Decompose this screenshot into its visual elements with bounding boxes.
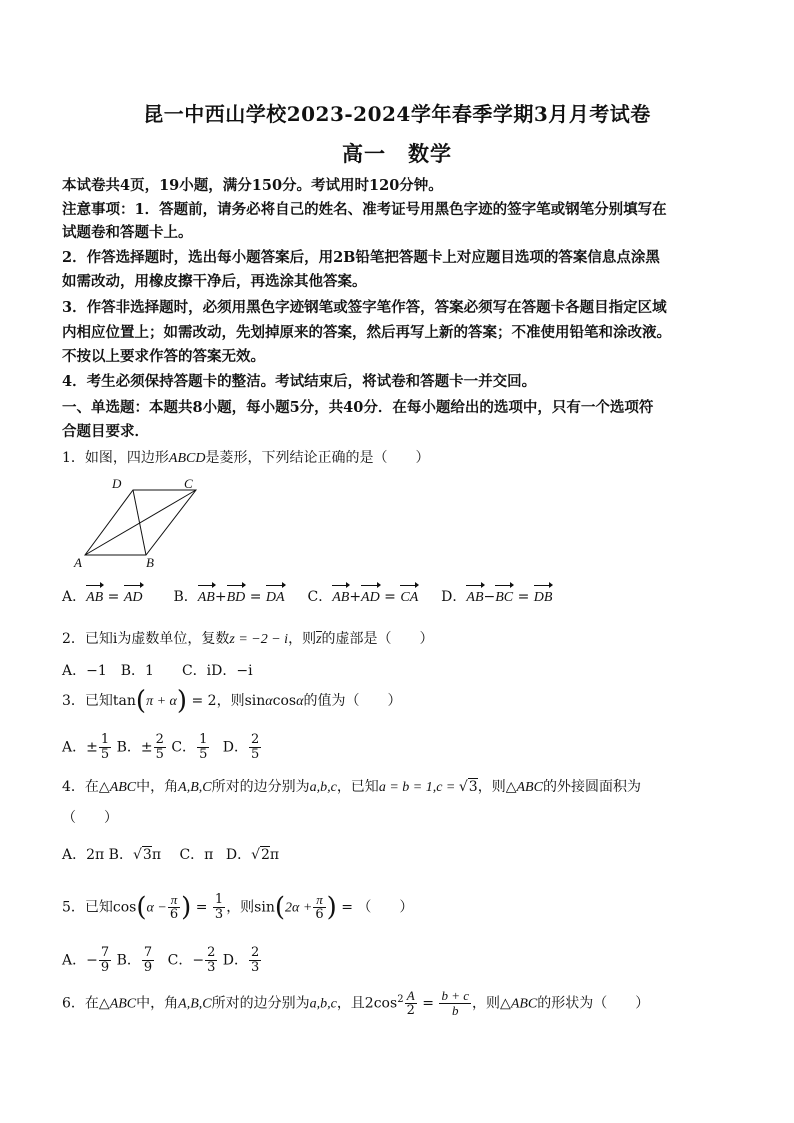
numerator: b + c <box>441 988 470 1003</box>
q6-text: 中，角 <box>136 995 179 1012</box>
q2-text: ，则 <box>288 631 317 647</box>
q5-expr: 2α + <box>285 900 313 916</box>
denominator: 2 <box>406 1003 415 1018</box>
notice-line: 不按以上要求作答的答案无效。 <box>62 348 265 365</box>
q6-text: = <box>417 995 439 1012</box>
denominator: 6 <box>169 907 179 922</box>
vector: AB <box>198 588 215 608</box>
denominator: 3 <box>207 960 216 975</box>
fraction <box>197 733 209 762</box>
question-6-stem <box>62 989 752 1018</box>
op: = <box>513 589 534 605</box>
question-2-options: A．−1 B．1 C．iD．−i <box>62 663 253 679</box>
numerator: 1 <box>214 892 224 907</box>
denominator: 9 <box>143 960 153 975</box>
intro-line: 本试卷共4页，19小题，满分150分。考试用时120分钟。 <box>62 177 443 194</box>
notice-line: 试题卷和答题卡上。 <box>62 224 193 241</box>
numerator: π <box>168 893 180 908</box>
q4-var: ABC <box>516 780 543 795</box>
vertex-label-b: B <box>146 555 154 570</box>
q3-text: 的值为（ ） <box>303 693 402 709</box>
q5-text: ，则sin <box>226 899 275 916</box>
q4-text: 的外接圆面积为 <box>542 779 641 795</box>
op: = <box>379 589 401 605</box>
vertex-label-d: D <box>112 476 122 491</box>
notice-line: 3．作答非选择题时，必须用黑色字迹钢笔或签字笔作答，答案必须写在答题卡各题目指定区域 <box>62 299 667 316</box>
q4-text: ，则△ <box>477 779 517 795</box>
op: + <box>214 589 227 605</box>
op: = <box>103 589 124 605</box>
q3-text: = 2 <box>187 693 217 709</box>
option-d: D． <box>225 847 252 863</box>
notice-line: 注意事项：1．答题前，请务必将自己的姓名、准考证号用黑色字迹的签字笔或钢笔分别填写在 <box>62 201 667 218</box>
question-4-stem <box>62 777 752 798</box>
notice-line: 如需改动，用橡皮擦干净后，再选涂其他答案。 <box>62 273 367 290</box>
q1-text: 是菱形，下列结论正确的是（ ） <box>205 450 430 466</box>
q5-text: 5．已知cos <box>62 899 137 916</box>
q6-var: a,b,c <box>309 996 337 1012</box>
paren: ) <box>176 686 188 716</box>
question-4-options <box>62 845 752 865</box>
q3-arg: π + α <box>146 694 177 709</box>
sqrt-content: 2 <box>261 847 270 863</box>
paren: ( <box>274 892 286 923</box>
numerator: 7 <box>100 945 110 960</box>
section-heading: 合题目要求． <box>62 423 149 440</box>
numerator: 7 <box>143 945 153 960</box>
q6-text: 所对的边分别为 <box>211 995 310 1012</box>
option-d: D． <box>222 952 249 969</box>
sqrt-sign: √ <box>251 847 260 863</box>
q4-var: ABC <box>109 780 137 795</box>
fraction <box>249 946 261 975</box>
notice-line: 2．作答选择题时，选出每小题答案后，用2B铅笔把答题卡上对应题目选项的答案信息点涂黑 <box>62 249 660 266</box>
q2-text: 2．已知i为虚数单位，复数 <box>62 631 230 647</box>
vector: DA <box>266 588 285 608</box>
vector: AB <box>466 588 483 608</box>
option-b: B． <box>173 589 198 605</box>
q6-text: ，且2cos <box>336 995 398 1012</box>
numerator: A <box>405 989 417 1004</box>
fraction <box>142 946 154 975</box>
question-4-paren: （ ） <box>62 810 118 826</box>
question-5-stem <box>62 893 752 922</box>
paren: ) <box>326 892 337 923</box>
option-c: C． <box>307 589 333 605</box>
option-d: D． <box>222 739 249 756</box>
option-a: A． <box>62 589 87 605</box>
option-a: A．2π <box>62 847 105 863</box>
q6-var: ABC <box>109 996 137 1012</box>
question-5-options <box>62 946 752 975</box>
vector: CA <box>400 588 418 608</box>
sqrt-content: 3 <box>468 779 478 795</box>
q3-alpha: α <box>265 694 273 709</box>
denominator: 5 <box>251 747 260 762</box>
q3-text: ，则sin <box>216 693 266 709</box>
q6-text: ，则△ <box>472 995 511 1012</box>
option-c: C．− <box>167 952 205 969</box>
vector: AB <box>86 588 103 608</box>
q5-text: = <box>191 899 212 916</box>
rhombus-figure <box>70 474 210 570</box>
vertex-label-c: C <box>184 476 193 491</box>
exponent: 2 <box>397 993 404 1005</box>
option-a: A．− <box>62 952 98 969</box>
op: = <box>245 589 266 605</box>
section-heading: 一、单选题：本题共8小题，每小题5分，共40分．在每小题给出的选项中，只有一个选项符 <box>62 399 654 416</box>
option-b: B． <box>108 847 133 863</box>
q4-cond: a = b = 1,c = <box>378 780 459 795</box>
q2-text: 的虚部是（ ） <box>321 631 434 647</box>
op: − <box>483 589 496 605</box>
question-3-options <box>62 733 752 762</box>
q6-var: ABC <box>510 996 538 1012</box>
vector: DB <box>534 588 553 608</box>
numerator: 2 <box>155 732 164 747</box>
exam-subtitle: 高一 数学 <box>342 141 452 166</box>
option-b: B． <box>116 952 141 969</box>
paren: ( <box>135 686 147 716</box>
paren: ( <box>136 892 147 923</box>
fraction <box>168 893 180 922</box>
sqrt-sign: √ <box>132 847 142 863</box>
q6-var: A,B,C <box>178 996 212 1012</box>
vertex-label-a: A <box>74 555 82 570</box>
numerator: 2 <box>207 945 216 960</box>
op: + <box>349 589 362 605</box>
fraction <box>405 989 417 1018</box>
question-3-stem <box>62 686 752 716</box>
vector: AB <box>332 588 349 608</box>
sqrt-content: 3 <box>142 847 152 863</box>
numerator: 1 <box>199 732 208 747</box>
option-c: C． <box>171 739 197 756</box>
denominator: 5 <box>199 747 208 762</box>
numerator: π <box>313 893 325 908</box>
denominator: 5 <box>100 747 110 762</box>
q6-text: 6．在△ <box>62 995 110 1012</box>
fraction <box>439 989 471 1018</box>
q4-text: 所对的边分别为 <box>211 779 310 795</box>
question-1-stem <box>62 448 752 469</box>
option-d: D． <box>441 589 467 605</box>
q1-text: 1．如图，四边形 <box>62 450 169 466</box>
pi: π <box>151 847 162 863</box>
fraction <box>99 946 111 975</box>
denominator: 3 <box>251 960 260 975</box>
denominator: b <box>452 1003 459 1018</box>
denominator: 5 <box>155 747 164 762</box>
vector: AD <box>124 588 143 608</box>
option-c: C．π <box>179 847 214 863</box>
diagonal-bd <box>133 490 146 555</box>
notice-line: 内相应位置上；如需改动，先划掉原来的答案，然后再写上新的答案；不准使用铅笔和涂改液。 <box>62 324 671 341</box>
fraction <box>249 733 261 762</box>
exam-title: 昆一中西山学校2023-2024学年春季学期3月月考试卷 <box>143 102 651 126</box>
q3-alpha: α <box>296 694 304 709</box>
pi: π <box>269 847 280 863</box>
fraction <box>205 946 217 975</box>
q2-expr: z = −2 − i <box>229 632 289 647</box>
q4-text: ，已知 <box>336 779 379 795</box>
numerator: 1 <box>100 732 110 747</box>
q4-text: 4．在△ <box>62 779 110 795</box>
diagonal-ac <box>85 490 196 555</box>
fraction <box>213 893 225 922</box>
sqrt-sign: √ <box>458 779 468 795</box>
q5-expr: α − <box>146 900 167 916</box>
q5-text: = （ ） <box>336 899 414 916</box>
fraction <box>99 733 111 762</box>
numerator: 2 <box>251 945 260 960</box>
vector: BD <box>227 588 246 608</box>
option-a: A．± <box>62 739 98 756</box>
q4-var: A,B,C <box>178 780 212 795</box>
q6-text: 的形状为（ ） <box>537 995 650 1012</box>
question-2-stem <box>62 629 752 650</box>
q4-text: 中，角 <box>136 779 179 795</box>
q3-text: 3．已知tan <box>62 693 136 709</box>
q4-var: a,b,c <box>309 780 337 795</box>
numerator: 2 <box>251 732 260 747</box>
paren: ) <box>181 892 192 923</box>
q1-var: ABCD <box>168 451 206 466</box>
denominator: 3 <box>214 907 224 922</box>
notice-line: 4．考生必须保持答题卡的整洁。考试结束后，将试卷和答题卡一并交回。 <box>62 373 537 390</box>
fraction <box>154 733 166 762</box>
vector: AD <box>361 588 380 608</box>
q2-conjugate: z <box>316 632 322 647</box>
option-b: B．± <box>116 739 153 756</box>
vector: BC <box>495 588 513 608</box>
q3-text: cos <box>272 693 297 709</box>
fraction <box>313 893 325 922</box>
denominator: 9 <box>100 960 110 975</box>
denominator: 6 <box>315 907 324 922</box>
question-1-options <box>62 587 752 608</box>
